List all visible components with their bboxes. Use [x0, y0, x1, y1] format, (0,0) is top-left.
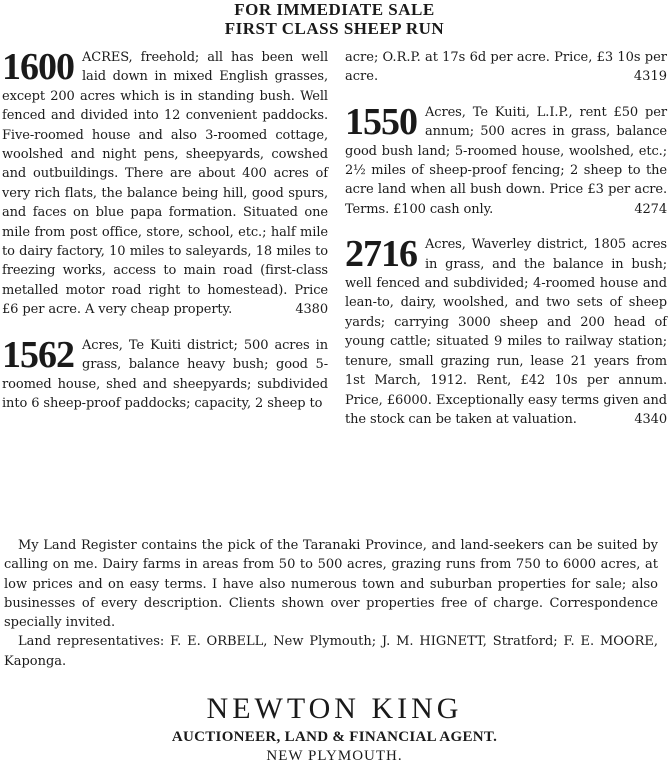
agent-signature: [0, 694, 669, 765]
listing-ref: 4274: [634, 201, 667, 217]
listing-ref: 4319: [633, 69, 667, 85]
listing-text: Acres, Te Kuiti, L.I.P., rent £50 per annum; 500 acres in grass, balance good bush land; 5-roomed house, woolshed, etc.; 2½ miles of sheep-proof fencing; 2 sheep to the acre land when all bush down. Price £3 per acre. Terms. £100 cash only.: [345, 104, 667, 217]
agent-town: NEW PLYMOUTH.: [266, 748, 403, 764]
listing-text: ACRES, freehold; all has been well laid down in mixed English grasses, except 200 acres which is in standing bush. Well fenced and divided into 12 convenient paddocks. Five-roomed house and also 3-roomed cottage, woolshed and night pens, sheepyards, cowshed and outbuildings. There are about 400 acres of very rich flats, the balance being hill, good spurs, and faces on blue papa formation. Situated one mile from post office, store, school, etc.; half mile to dairy factory, 10 miles to saleyards, 18 miles to freezing works, access to main road (first-class metalled motor road right to homestead). Price £6 per acre. A very cheap property.: [2, 50, 328, 318]
listing-number: 1600: [2, 46, 74, 88]
listing-ref: 4380: [295, 302, 328, 318]
listing-1562: [2, 333, 328, 414]
advert-header: [0, 0, 669, 38]
listing-1562-continued: [345, 48, 667, 87]
header-line-run: FIRST CLASS SHEEP RUN: [224, 19, 445, 38]
agent-title: AUCTIONEER, LAND & FINANCIAL AGENT.: [171, 729, 498, 745]
listing-1550: [345, 100, 667, 219]
listing-number: 2716: [345, 233, 417, 276]
left-column: [2, 48, 328, 429]
listing-2716: [345, 235, 667, 429]
listing-ref: 4340: [634, 411, 667, 427]
right-column: [345, 48, 667, 429]
listing-columns: [2, 48, 667, 429]
representatives-paragraph: Land representatives: F. E. ORBELL, New Plymouth; J. M. HIGNETT, Stratford; F. E. MOORE, Kaponga.: [4, 634, 658, 669]
listing-continuation: acre; O.R.P. at 17s 6d per acre. Price, £3 10s per acre.: [345, 50, 667, 85]
listing-number: 1562: [2, 333, 74, 376]
listing-text: Acres, Waverley district, 1805 acres in grass, and the balance in bush; well fenced and subdivided; 4-roomed house and lean-to, dairy, woolshed, and two sets of sheep yards; carrying 3000 sheep and 200 head of young cattle; situated 9 miles to railway station; tenure, small grazing run, lease 21 years from 1st March, 1912. Rent, £42 10s per annum. Price, £6000. Exceptionally easy terms given and the stock can be taken at valuation.: [345, 237, 667, 427]
listing-text: Acres, Te Kuiti district; 500 acres in grass, balance heavy bush; good 5-roomed house, shed and sheepyards; subdivided into 6 sheep-proof paddocks; capacity, 2 sheep to: [2, 337, 328, 411]
agent-name: NEWTON KING: [206, 692, 463, 725]
register-paragraph: My Land Register contains the pick of the Taranaki Province, and land-seekers can be suited by calling on me. Dairy farms in areas from 50 to 500 acres, grazing runs from 750 to 6000 acres, at low prices and on easy terms. I have also numerous town and suburban properties for sale; also businesses of every description. Clients shown over properties free of charge. Correspondence specially invited.: [4, 538, 658, 631]
listing-1600: [2, 48, 328, 320]
land-register-notice: [4, 536, 658, 671]
header-line-sale: FOR IMMEDIATE SALE: [234, 0, 435, 19]
listing-number: 1550: [345, 100, 417, 143]
